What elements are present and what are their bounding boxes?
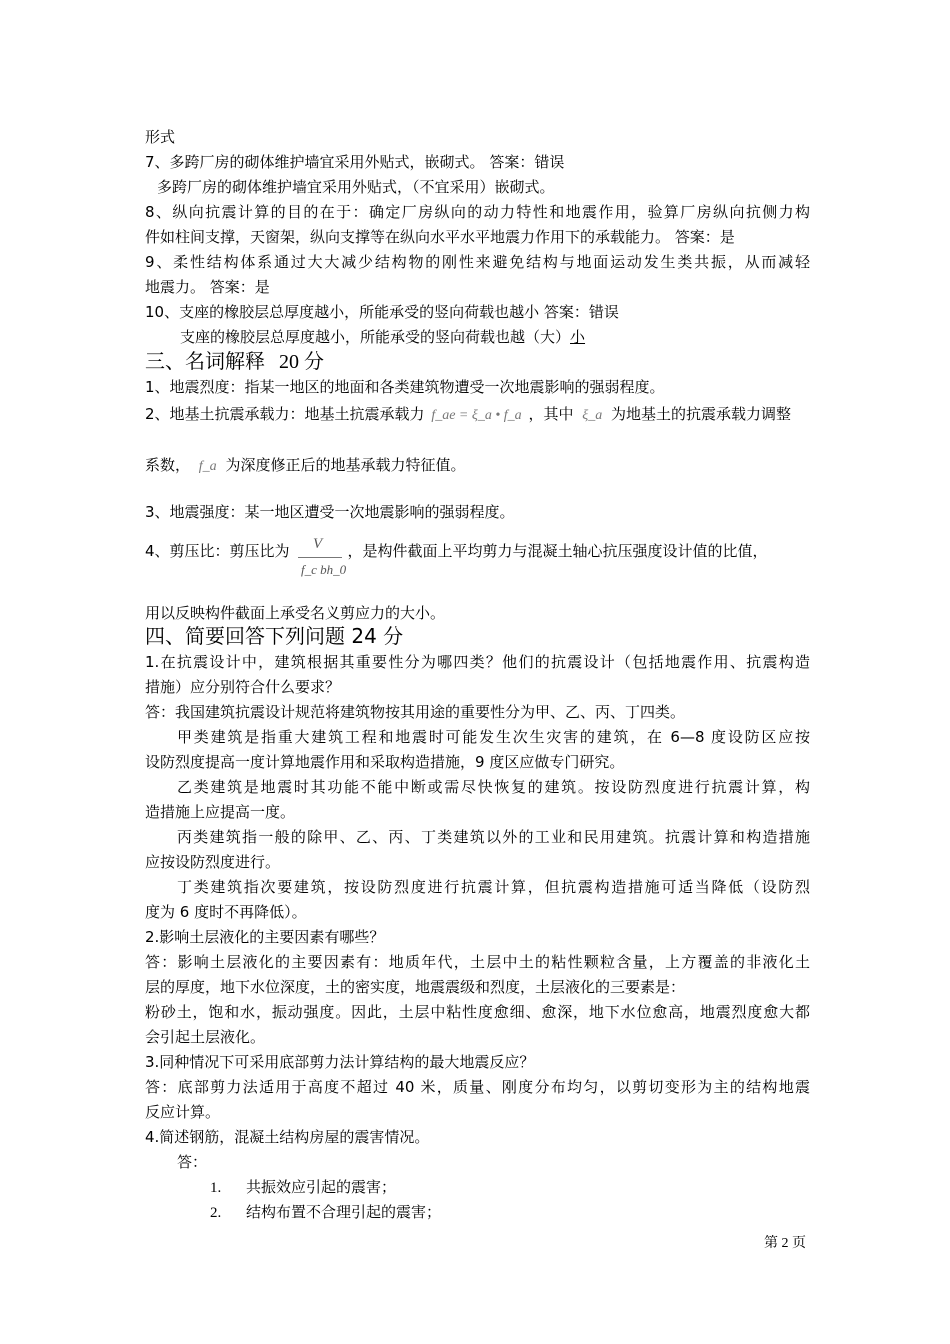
text-line: 3.同种情况下可采用底部剪力法计算结构的最大地震反应？ bbox=[145, 1053, 535, 1071]
text-line: 9、柔性结构体系通过大大减少结构物的刚性来避免结构与地面运动发生类共振，从而减轻 bbox=[145, 253, 810, 271]
fraction-numerator: V bbox=[313, 536, 323, 552]
section-points: 20 分 bbox=[279, 351, 324, 373]
text-line: 丁类建筑指次要建筑，按设防烈度进行抗震计算，但抗震构造措施可适当降低（设防烈 bbox=[177, 878, 810, 896]
text-line bbox=[145, 541, 810, 561]
text-span: 支座的橡胶层总厚度越小，所能承受的竖向荷载也越（大） bbox=[180, 328, 571, 346]
underlined-answer: 小 bbox=[570, 328, 586, 346]
text-span: ，其中 bbox=[528, 405, 574, 423]
text-line: 4.简述钢筋，混凝土结构房屋的震害情况。 bbox=[145, 1128, 430, 1146]
text-line: 度为 6 度时不再降低）。 bbox=[145, 903, 307, 921]
text-line: 3、地震强度：某一地区遭受一次地震影响的强弱程度。 bbox=[145, 503, 515, 521]
text-line: 反应计算。 bbox=[145, 1103, 221, 1121]
text-line: 答：影响土层液化的主要因素有：地质年代，土层中土的粘性颗粒含量，上方覆盖的非液化土 bbox=[145, 953, 810, 971]
formula: ξ_a bbox=[582, 408, 603, 423]
text-line: 1、地震烈度：指某一地区的地面和各类建筑物遭受一次地震影响的强弱程度。 bbox=[145, 378, 665, 396]
text-line: 措施）应分别符合什么要求？ bbox=[145, 678, 341, 696]
list-number: 1. bbox=[210, 1180, 222, 1196]
text-line bbox=[145, 455, 810, 477]
text-line: 丙类建筑指一般的除甲、乙、丙、丁类建筑以外的工业和民用建筑。抗震计算和构造措施 bbox=[177, 828, 810, 846]
text-line: 乙类建筑是地震时其功能不能中断或需尽快恢复的建筑。按设防烈度进行抗震计算，构 bbox=[177, 778, 810, 796]
text-line: 答：底部剪力法适用于高度不超过 40 米，质量、刚度分布均匀，以剪切变形为主的结构地震 bbox=[145, 1078, 810, 1096]
list-number: 2. bbox=[210, 1205, 222, 1221]
text-line: 答：我国建筑抗震设计规范将建筑物按其用途的重要性分为甲、乙、丙、丁四类。 bbox=[145, 703, 686, 721]
text-line: 粉砂土，饱和水，振动强度。因此，土层中粘性度愈细、愈深，地下水位愈高，地震烈度愈大都 bbox=[145, 1003, 810, 1021]
list-text: 结构布置不合理引起的震害； bbox=[246, 1203, 442, 1221]
section-title: 三、名词解释 bbox=[145, 349, 265, 373]
formula: f_a bbox=[198, 459, 217, 474]
text-line bbox=[180, 327, 845, 347]
text-span: 系数， bbox=[145, 456, 191, 474]
text-span: 2、地基土抗震承载力：地基土抗震承载力 bbox=[145, 405, 425, 423]
text-line: 形式 bbox=[145, 128, 176, 146]
section-heading-4: 四、简要回答下列问题 24 分 bbox=[145, 624, 404, 648]
text-line: 多跨厂房的砌体维护墙宜采用外贴式，（不宜采用）嵌砌式。 bbox=[157, 178, 555, 196]
fraction-bar bbox=[298, 557, 342, 558]
text-line: 甲类建筑是指重大建筑工程和地震时可能发生次生灾害的建筑，在 6—8 度设防区应按 bbox=[177, 728, 810, 746]
text-line: 用以反映构件截面上承受名义剪应力的大小。 bbox=[145, 604, 446, 622]
text-span: 为深度修正后的地基承载力特征值。 bbox=[225, 456, 466, 474]
fraction-denominator: f_c bh_0 bbox=[301, 562, 347, 577]
text-line: 答： bbox=[177, 1153, 208, 1171]
text-line: 会引起土层液化。 bbox=[145, 1028, 266, 1046]
text-line: 件如柱间支撑，天窗架，纵向支撑等在纵向水平水平地震力作用下的承载能力。 答案：是 bbox=[145, 228, 735, 246]
text-span: 为地基土的抗震承载力调整 bbox=[611, 405, 792, 423]
text-line: 8、纵向抗震计算的目的在于：确定厂房纵向的动力特性和地震作用，验算厂房纵向抗侧力构 bbox=[145, 203, 810, 221]
formula: f_ae = ξ_a • f_a bbox=[431, 408, 522, 423]
page-number: 第 2 页 bbox=[764, 1236, 806, 1251]
text-span: 4、剪压比：剪压比为 bbox=[145, 542, 290, 560]
text-line: 层的厚度，地下水位深度，土的密实度，地震震级和烈度，土层液化的三要素是： bbox=[145, 978, 686, 996]
list-item bbox=[210, 1177, 875, 1198]
text-line: 地震力。 答案：是 bbox=[145, 278, 270, 296]
text-line: 应按设防烈度进行。 bbox=[145, 853, 281, 871]
text-line bbox=[145, 404, 810, 426]
text-line: 10、支座的橡胶层总厚度越小，所能承受的竖向荷载也越小 答案：错误 bbox=[145, 303, 619, 321]
list-text: 共振效应引起的震害； bbox=[246, 1178, 397, 1196]
text-line: 7、多跨厂房的砌体维护墙宜采用外贴式，嵌砌式。 答案：错误 bbox=[145, 153, 565, 171]
section-heading-3 bbox=[145, 348, 324, 375]
text-line: 2.影响土层液化的主要因素有哪些？ bbox=[145, 928, 385, 946]
text-span: ，是构件截面上平均剪力与混凝土轴心抗压强度设计值的比值， bbox=[347, 542, 768, 560]
list-item bbox=[210, 1202, 875, 1223]
text-line: 造措施上应提高一度。 bbox=[145, 803, 296, 821]
text-line: 设防烈度提高一度计算地震作用和采取构造措施，9 度区应做专门研究。 bbox=[145, 753, 625, 771]
text-line: 1.在抗震设计中，建筑根据其重要性分为哪四类？他们的抗震设计（包括地震作用、抗震构造 bbox=[145, 653, 810, 671]
